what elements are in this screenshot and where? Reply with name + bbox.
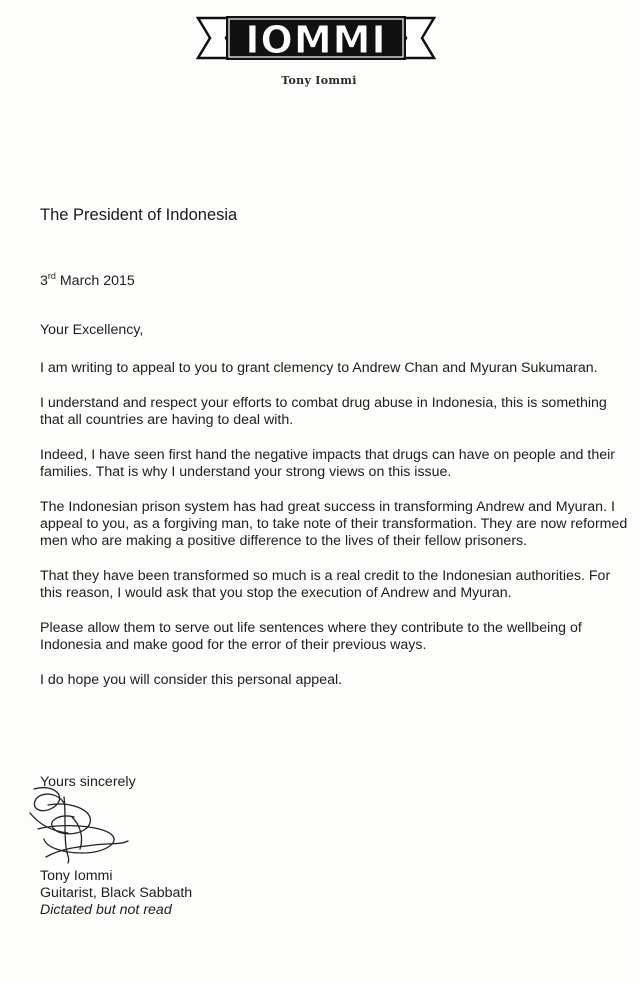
iommi-logo [196, 12, 436, 64]
letter-date [40, 273, 632, 290]
paragraph: The Indonesian prison system has had great success in transforming Andrew and Myuran. I appeal to you, as a forgiving man, to take note of their transformation. They are now reformed men who are making a positive difference to the lives of their fellow prisoners. [40, 499, 628, 549]
paragraph: I understand and respect your efforts to combat drug abuse in Indonesia, this is something that all countries are having to deal with. [40, 395, 607, 428]
handwritten-signature [24, 783, 136, 865]
dictation-note: Dictated but not read [40, 902, 172, 918]
letterhead-subtitle: Tony Iommi [281, 74, 357, 87]
paragraph: I do hope you will consider this personal appeal. [40, 672, 343, 688]
salutation: Your Excellency, [40, 322, 144, 338]
paragraph: Please allow them to serve out life sentences where they contribute to the wellbeing of Indonesia and make good for the error of their previous ways. [40, 620, 582, 653]
paragraph: That they have been transformed so much is a real credit to the Indonesian authorities. For this reason, I would ask that you stop the execution of Andrew and Myuran. [40, 568, 611, 601]
recipient: The President of Indonesia [40, 206, 238, 224]
signature-block [40, 868, 192, 919]
signatory-name: Tony Iommi [40, 868, 113, 884]
paragraph: I am writing to appeal to you to grant clemency to Andrew Chan and Myuran Sukumaran. [40, 360, 598, 376]
svg-text:IOMMI: IOMMI [245, 18, 387, 62]
date-rest: March 2015 [59, 273, 135, 289]
paragraph: Indeed, I have seen first hand the negative impacts that drugs can have on people and their families. That is why I understand your strong views on this issue. [40, 447, 615, 480]
closing: Yours sincerely [40, 774, 136, 790]
signatory-title: Guitarist, Black Sabbath [40, 885, 193, 901]
letter-body [40, 205, 632, 689]
date-suffix: rd [47, 271, 56, 281]
date-day: 3 [40, 273, 48, 289]
